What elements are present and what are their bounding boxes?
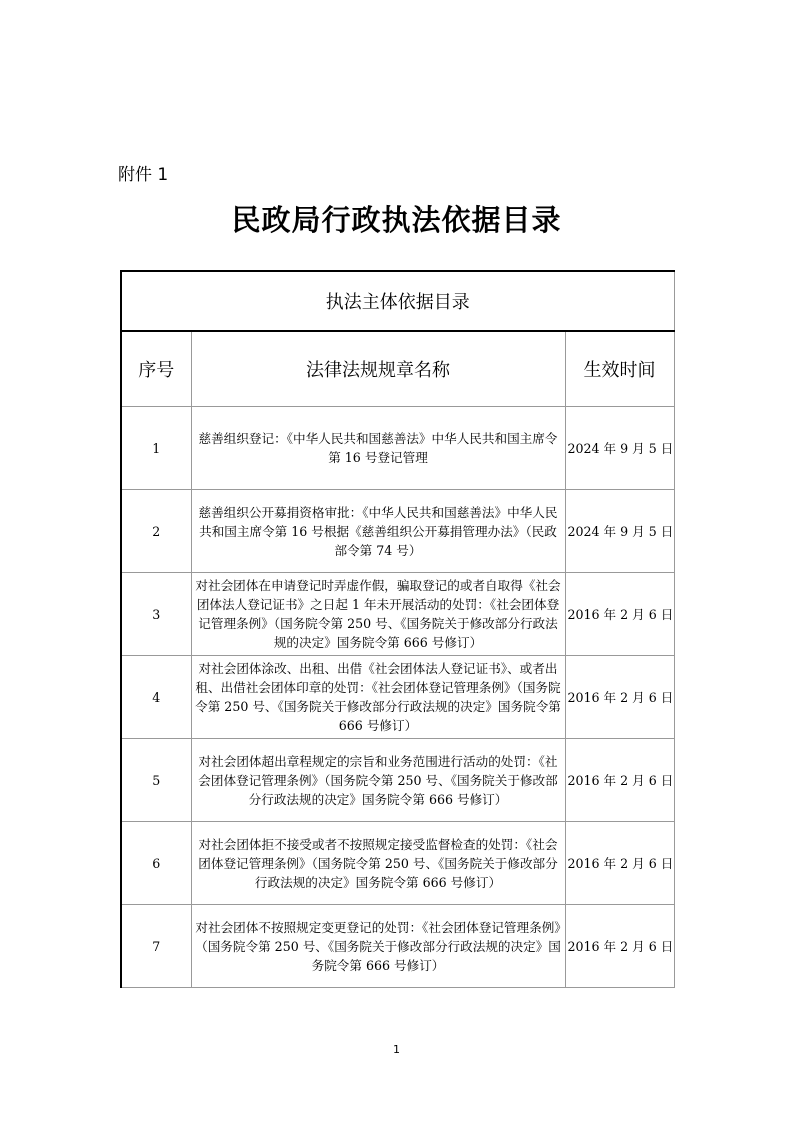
header-effective-date: 生效时间: [565, 331, 674, 407]
header-serial: 序号: [121, 331, 191, 407]
row-number: 2: [121, 490, 191, 573]
row-law-name: 对社会团体拒不接受或者不按照规定接受监督检查的处罚：《社会团体登记管理条例》（国务院令第 250 号、《国务院关于修改部分行政法规的决定》国务院令第 666 号修订）: [191, 822, 565, 905]
table-row: [121, 739, 674, 822]
row-number: 1: [121, 407, 191, 490]
table-row: [121, 573, 674, 656]
row-effective-date: 2016 年 2 月 6 日: [565, 656, 674, 739]
row-effective-date: 2024 年 9 月 5 日: [565, 407, 674, 490]
row-law-name: 对社会团体不按照规定变更登记的处罚：《社会团体登记管理条例》（国务院令第 250 号、《国务院关于修改部分行政法规的决定》国务院令第 666 号修订）: [191, 905, 565, 988]
table-caption-row: [121, 271, 674, 331]
table-caption: 执法主体依据目录: [121, 271, 674, 331]
table-row: [121, 822, 674, 905]
row-effective-date: 2016 年 2 月 6 日: [565, 573, 674, 656]
row-number: 6: [121, 822, 191, 905]
table-row: [121, 490, 674, 573]
table-row: [121, 656, 674, 739]
table-row: [121, 905, 674, 988]
row-law-name: 对社会团体涂改、出租、出借《社会团体法人登记证书》、或者出租、出借社会团体印章的处罚：《社会团体登记管理条例》（国务院令第 250 号、《国务院关于修改部分行政法规的决定》国务院令第 666 号修订）: [191, 656, 565, 739]
row-law-name: 慈善组织公开募捐资格审批：《中华人民共和国慈善法》中华人民共和国主席令第 16 号根据《慈善组织公开募捐管理办法》（民政部令第 74 号）: [191, 490, 565, 573]
row-law-name: 慈善组织登记：《中华人民共和国慈善法》中华人民共和国主席令第 16 号登记管理: [191, 407, 565, 490]
row-law-name: 对社会团体在申请登记时弄虚作假，骗取登记的或者自取得《社会团体法人登记证书》之日起 1 年未开展活动的处罚：《社会团体登记管理条例》（国务院令第 250 号、《国务院关于修改部分行政法规的决定》国务院令第 666 号修订）: [191, 573, 565, 656]
header-law-name: 法律法规规章名称: [191, 331, 565, 407]
table-header-row: [121, 331, 674, 407]
document-title: 民政局行政执法依据目录: [231, 203, 562, 237]
row-effective-date: 2024 年 9 月 5 日: [565, 490, 674, 573]
row-effective-date: 2016 年 2 月 6 日: [565, 905, 674, 988]
row-number: 4: [121, 656, 191, 739]
row-number: 3: [121, 573, 191, 656]
attachment-label: 附件 1: [118, 165, 169, 185]
law-basis-table: [120, 270, 675, 988]
row-number: 5: [121, 739, 191, 822]
page-number: 1: [393, 1043, 400, 1056]
row-law-name: 对社会团体超出章程规定的宗旨和业务范围进行活动的处罚：《社会团体登记管理条例》（国务院令第 250 号、《国务院关于修改部分行政法规的决定》国务院令第 666 号修订）: [191, 739, 565, 822]
row-effective-date: 2016 年 2 月 6 日: [565, 822, 674, 905]
row-effective-date: 2016 年 2 月 6 日: [565, 739, 674, 822]
table-row: [121, 407, 674, 490]
row-number: 7: [121, 905, 191, 988]
